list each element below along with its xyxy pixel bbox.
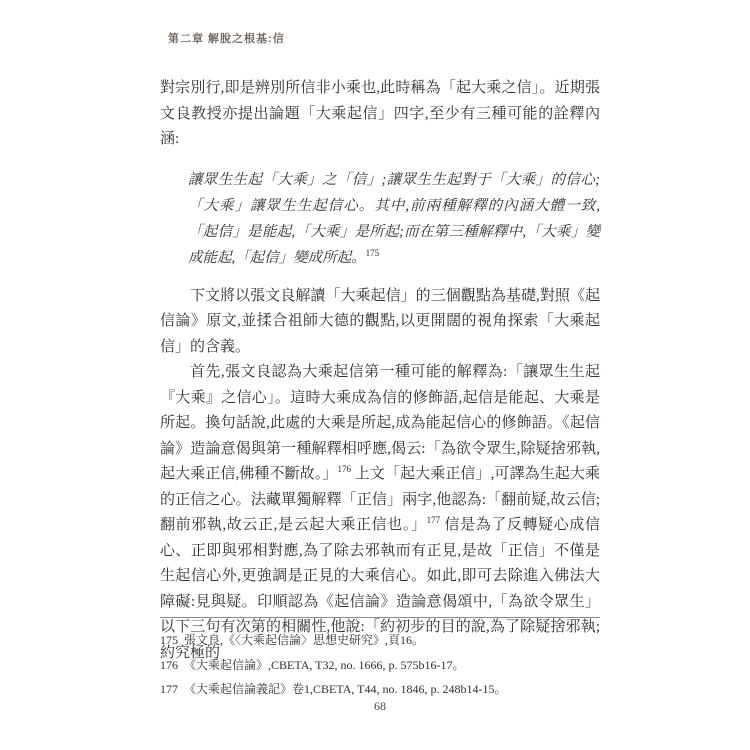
footnote-separator [160,617,600,618]
footnote-ref: 175 [365,247,380,258]
footnotes-section [160,617,600,702]
footnote-number: 176 [160,657,178,672]
page-content [160,76,600,666]
footnote-text: 《大乘起信論義記》卷1,CBETA, T44, no. 1846, p. 248b14-15。 [184,682,507,696]
footnote-text: 《大乘起信論》,CBETA, T32, no. 1666, p. 575b16-17。 [184,657,465,672]
footnote-text: 張文良,《〈大乘起信論〉思想史研究》,頁16。 [184,633,425,647]
footnote-ref: 177 [426,515,441,525]
footnote-number: 175 [160,633,178,647]
paragraph-1: 對宗別行,即是辨別所信非小乘也,此時稱為「起大乘之信」。近期張文良教授亦提出論題「大乘起信」四字,至少有三種可能的詮釋內涵: [160,80,600,147]
footnote-ref: 176 [337,464,351,474]
footnote-177 [160,677,600,702]
paragraph-3: 首先,張文良認為大乘起信第一種可能的解釋為:「讓眾生生起『大乘』之信心」。這時大乘成為信的修飾語,起信是能起、大乘是所起。換句話說,此處的大乘是所起,成為能起信心的修飾語。《起信論》造論意偈與第一種解釋相呼應,偈云:「為欲令眾生,除疑捨邪執,起大乘正信,佛種不斷故。」$^{176}$ 上文「起大乘正信」,可譯為生起大乘的正信之心。法藏單獨解釋「正信」兩字,他認為:「翻前疑,故云信;翻前邪執,故云正,是云起大乘正信也。」$^{177}$ 信是為了反轉疑心成信心、正即與邪相對應,為了除去邪執而有正見,是故「正信」不僅是生起信心外,更強調是正見的大乘信心。如此,即可去除進入佛法大障礙:見與疑。印順認為《起信論》造論意偈頌中,「為欲令眾生」以下三句有次第的相關性,他說:「約初步的目的說,為了除疑捨邪執;約究極的 [160,364,600,661]
paragraph-2: 下文將以張文良解讀「大乘起信」的三個觀點為基礎,對照《起信論》原文,並揉合祖師大德的觀點,以更開闊的視角探索「大乘起信」的含義。 [160,287,600,355]
page-number: 68 [374,699,386,713]
running-header: 第二章 解脫之根基:信 [168,33,285,45]
footnote-176 [160,653,600,678]
footnote-175 [160,628,600,653]
footnote-number: 177 [160,682,178,696]
block-quote: 讓眾生生起「大乘」之「信」;讓眾生生起對于「大乘」的信心;「大乘」讓眾生生起信心。其中,前兩種解釋的內涵大體一致,「起信」是能起,「大乘」是所起;而在第三種解釋中,「大乘」變成能起,「起信」變成所起。$^{175}$ [188,171,600,266]
